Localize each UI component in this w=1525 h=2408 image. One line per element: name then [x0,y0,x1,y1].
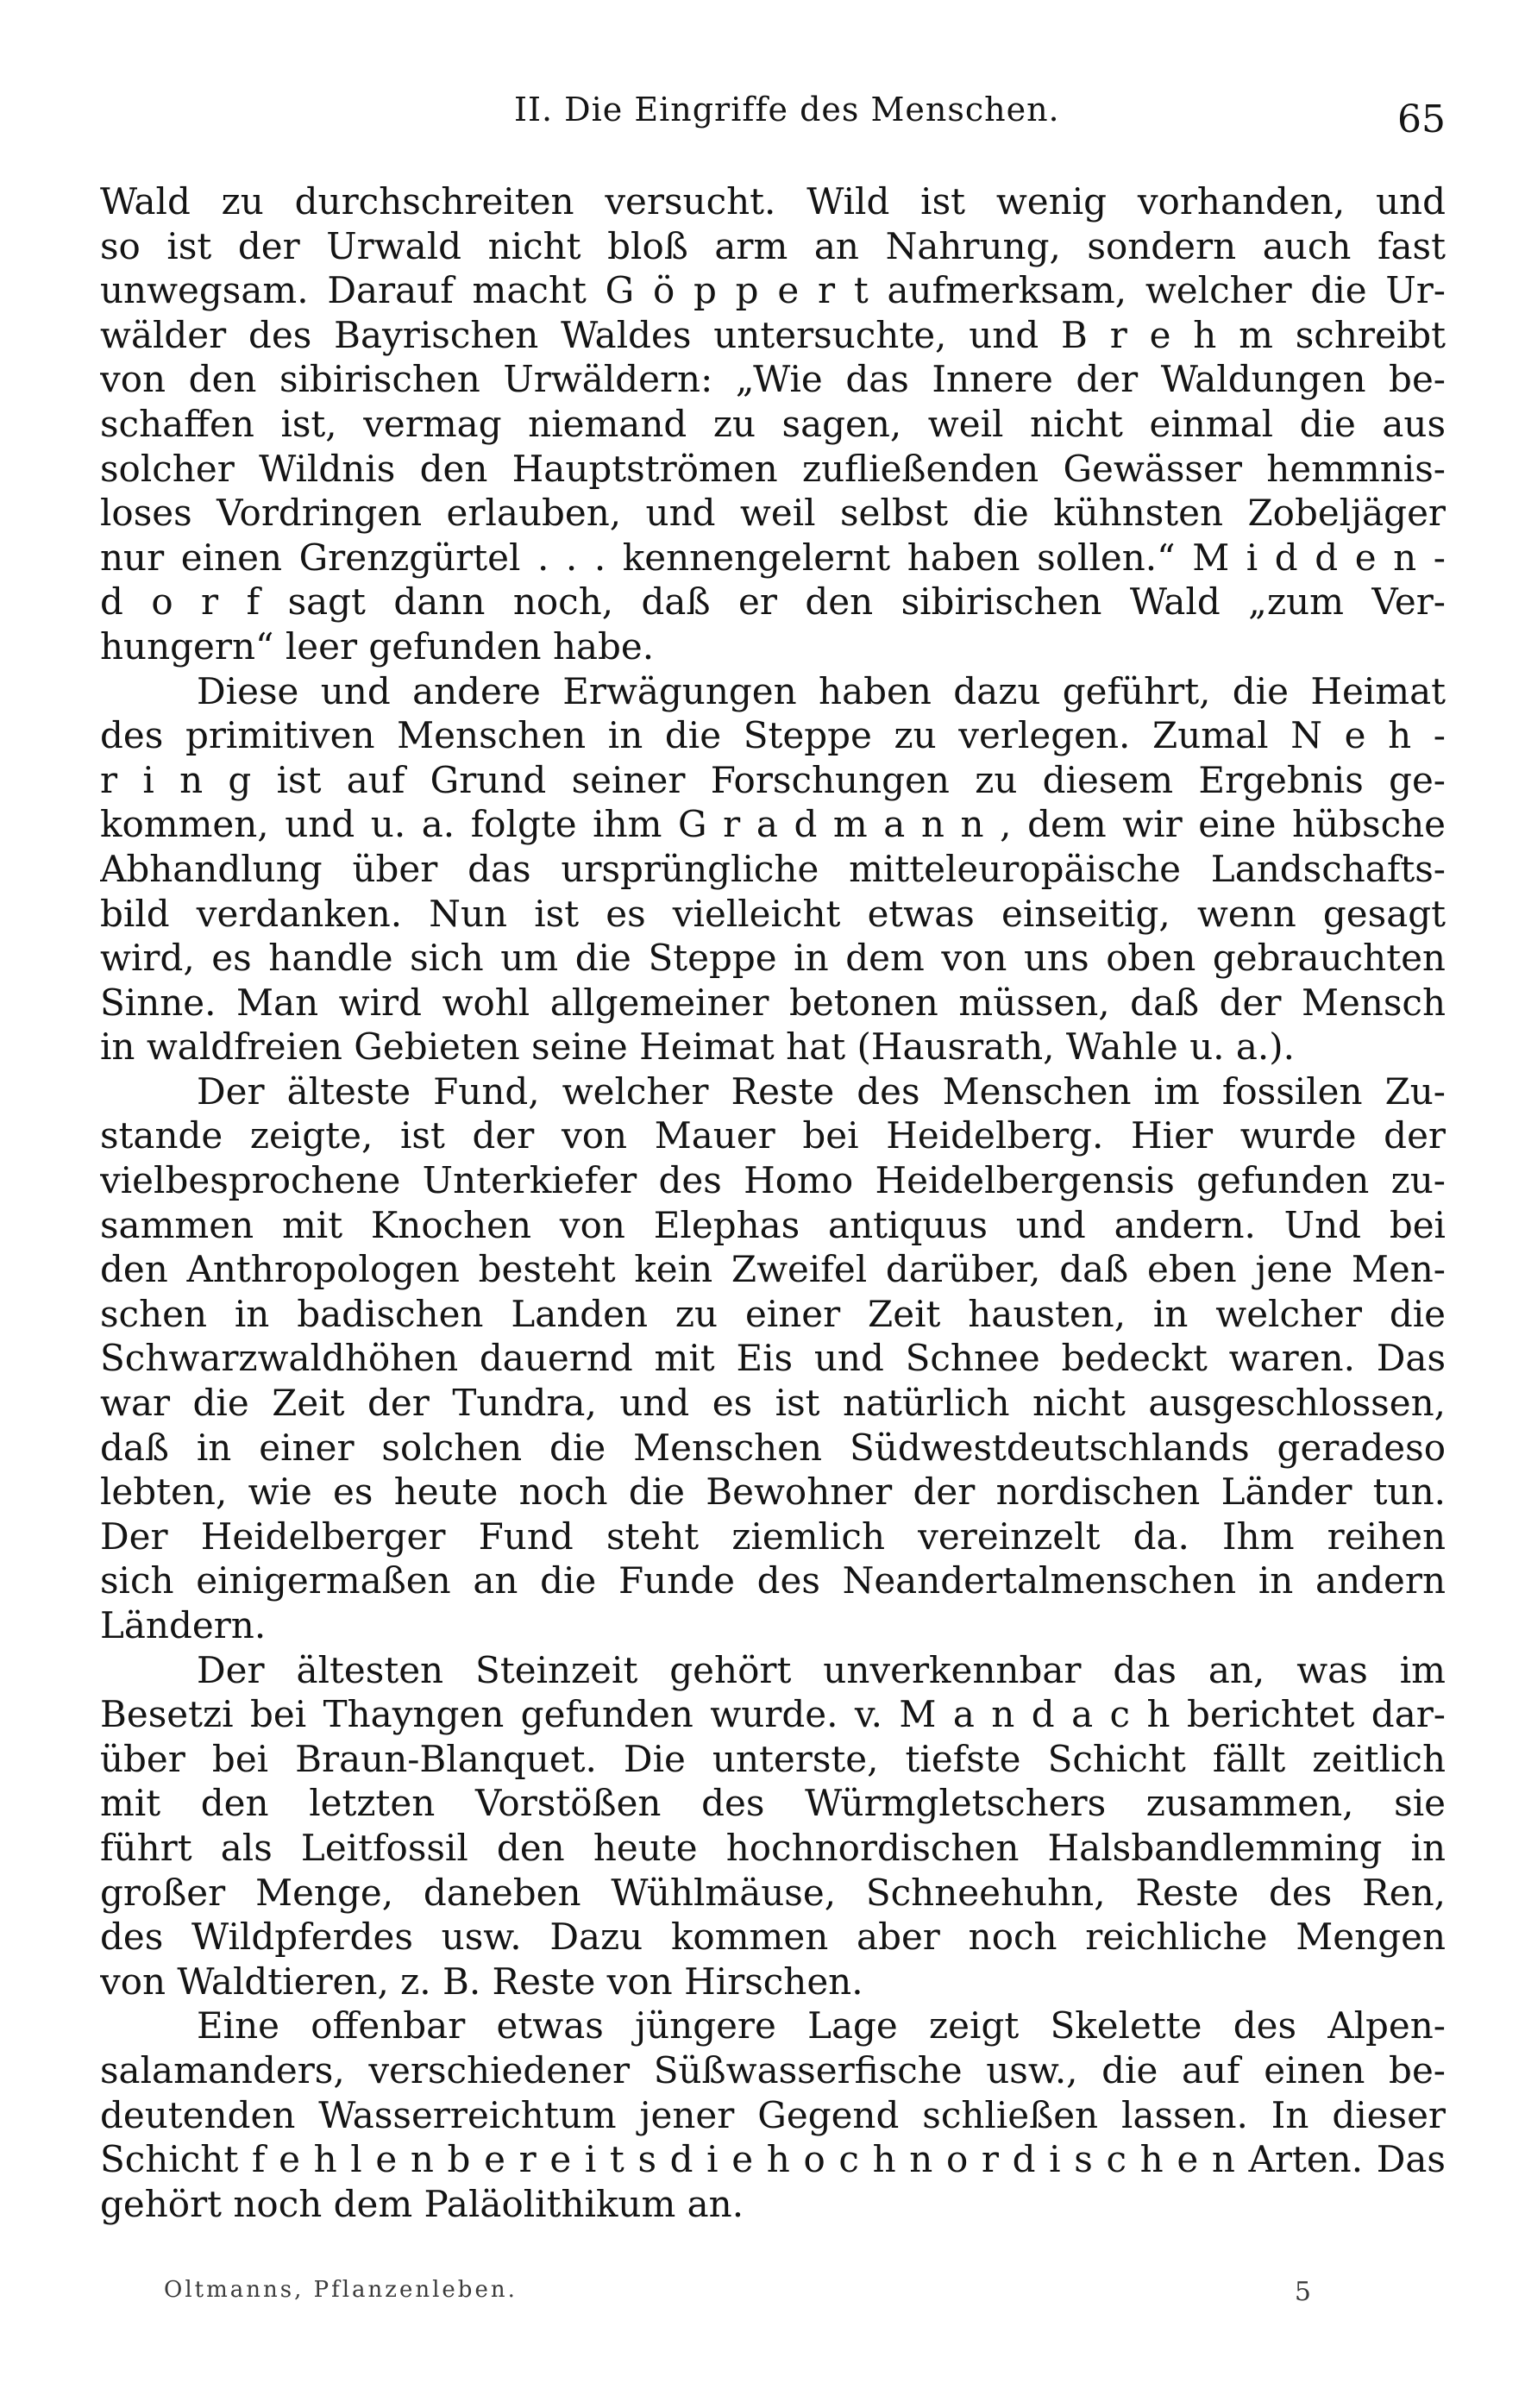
text-line: des Wildpferdes usw. Dazu kommen aber noch reichliche Mengen [100,1916,1446,1959]
text-line: deutenden Wasserreichtum jener Gegend schließen lassen. In dieser [100,2093,1446,2136]
chapter-title: II. Die Eingriffe des Menschen. [514,91,1060,129]
text-line: Der älteste Fund, welcher Reste des Menschen im fossilen Zu- [197,1069,1446,1113]
running-head [100,91,1446,142]
text-line: Schwarzwaldhöhen dauernd mit Eis und Schnee bedeckt waren. Das [100,1337,1446,1380]
text-line: gehört noch dem Paläolithikum an. [100,2182,744,2225]
text-line: Sinne. Man wird wohl allgemeiner betonen müssen, daß der Mensch [100,981,1446,1024]
text-line: schen in badischen Landen zu einer Zeit hausten, in welcher die [100,1292,1446,1335]
text-line: mit den letzten Vorstößen des Würmgletschers zusammen, sie [100,1782,1446,1825]
text-line: Der ältesten Steinzeit gehört unverkennbar das an, was im [197,1648,1446,1691]
body-text [100,179,1446,2226]
text-line: Ländern. [100,1604,267,1646]
text-line: stande zeigte, ist der von Mauer bei Heidelberg. Hier wurde der [100,1114,1446,1157]
text-line: loses Vordringen erlauben, und weil selbst die kühnsten Zobeljäger [100,492,1446,535]
text-line: bild verdanken. Nun ist es vielleicht etwas einseitig, wenn gesagt [100,892,1446,935]
text-line: von den sibirischen Urwäldern: „Wie das Innere der Waldungen be- [100,358,1446,401]
text-line: hungern“ leer gefunden habe. [100,624,655,668]
text-line: wälder des Bayrischen Waldes untersuchte, und B r e h m schreibt [100,313,1446,356]
printer-signature: Oltmanns, Pflanzenleben. [164,2277,518,2303]
text-line: von Waldtieren, z. B. Reste von Hirschen. [100,1960,863,2003]
text-line: den Anthropologen besteht kein Zweifel darüber, daß eben jene Men- [100,1248,1446,1291]
text-line: großer Menge, daneben Wühlmäuse, Schneehuhn, Reste des Ren, [100,1871,1446,1914]
text-line: Der Heidelberger Fund steht ziemlich vereinzelt da. Ihm reihen [100,1514,1446,1558]
text-line: in waldfreien Gebieten seine Heimat hat (Hausrath, Wahle u. a.). [100,1025,1295,1069]
page-footer [164,2277,1311,2311]
text-line: sammen mit Knochen von Elephas antiquus und andern. Und bei [100,1203,1446,1246]
text-line: vielbesprochene Unterkiefer des Homo Heidelbergensis gefunden zu- [100,1159,1446,1202]
text-line: nur einen Grenzgürtel . . . kennengelernt haben sollen.“ M i d d e n - [100,536,1446,579]
text-line: Besetzi bei Thayngen gefunden wurde. v. M a n d a c h berichtet dar- [100,1693,1446,1736]
text-line: d o r f sagt dann noch, daß er den sibirischen Wald „zum Ver- [100,580,1446,624]
text-line: sich einigermaßen an die Funde des Neandertalmenschen in andern [100,1559,1446,1602]
text-line: wird, es handle sich um die Steppe in dem von uns oben gebrauchten [100,937,1446,980]
text-line: kommen, und u. a. folgte ihm G r a d m a n n , dem wir eine hübsche [100,803,1446,846]
text-line: Abhandlung über das ursprüngliche mitteleuropäische Landschafts- [100,847,1446,890]
text-line: Eine offenbar etwas jüngere Lage zeigt Skelette des Alpen- [197,2004,1446,2047]
text-line: des primitiven Menschen in die Steppe zu verlegen. Zumal N e h - [100,714,1446,757]
text-line: unwegsam. Darauf macht G ö p p e r t aufmerksam, welcher die Ur- [100,269,1446,312]
text-line: salamanders, verschiedener Süßwasserfische usw., die auf einen be- [100,2048,1446,2091]
signature-number: 5 [1294,2277,1311,2307]
text-line: über bei Braun-Blanquet. Die unterste, tiefste Schicht fällt zeitlich [100,1737,1446,1780]
page-number: 65 [1397,97,1446,141]
text-line: Schicht f e h l e n b e r e i t s d i e h o c h n o r d i s c h e n Arten. Das [100,2138,1446,2181]
text-line: solcher Wildnis den Hauptströmen zufließenden Gewässer hemmnis- [100,447,1446,490]
text-line: war die Zeit der Tundra, und es ist natürlich nicht ausgeschlossen, [100,1382,1446,1425]
text-line: so ist der Urwald nicht bloß arm an Nahrung, sondern auch fast [100,224,1446,267]
text-line: führt als Leitfossil den heute hochnordischen Halsbandlemming in [100,1826,1446,1869]
text-line: Wald zu durchschreiten versucht. Wild ist wenig vorhanden, und [100,180,1446,223]
text-line: r i n g ist auf Grund seiner Forschungen zu diesem Ergebnis ge- [100,758,1446,801]
text-line: daß in einer solchen die Menschen Südwestdeutschlands geradeso [100,1426,1446,1469]
text-line: Diese und andere Erwägungen haben dazu geführt, die Heimat [197,669,1446,712]
text-line: schaffen ist, vermag niemand zu sagen, weil nicht einmal die aus [100,402,1446,445]
text-line: lebten, wie es heute noch die Bewohner der nordischen Länder tun. [100,1471,1446,1514]
